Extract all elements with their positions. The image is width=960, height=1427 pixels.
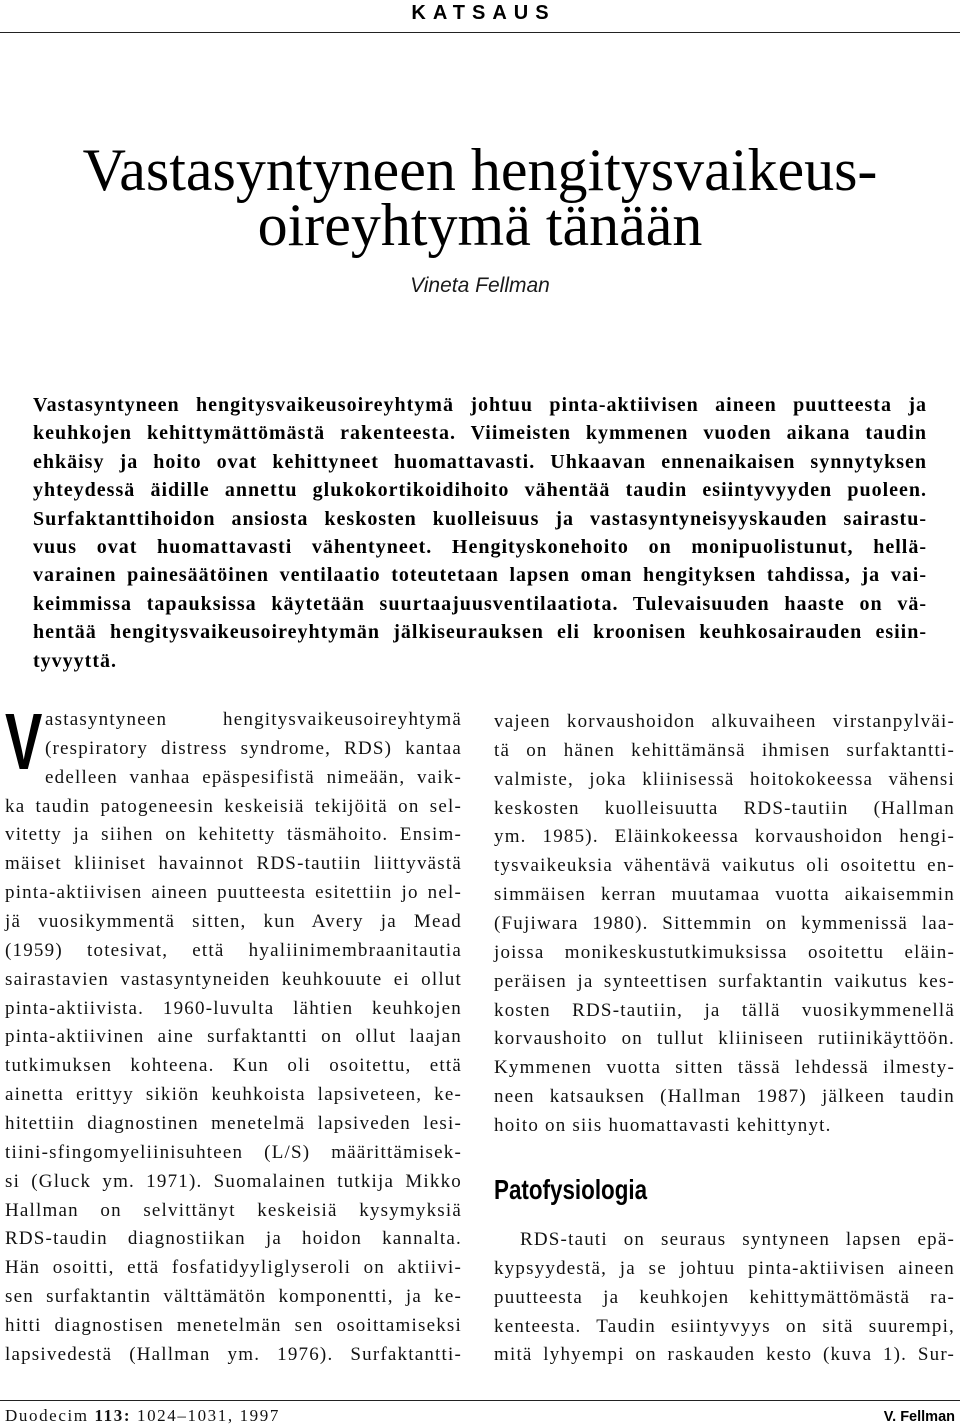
body-line: Hän osoitti, että fosfatidyyliglyseroli on aktiivi- [5, 1257, 462, 1279]
body-line: edelleen vanhaa epäspesifistä nimeään, vaik- [45, 766, 462, 788]
body-line: RDS-taudin diagnostiikan ja hoidon kannalta. [5, 1228, 462, 1250]
body-line: sairastavien vastasyntyneiden keuhkouute ei ollut [5, 968, 462, 990]
body-line: mäiset kliiniset havainnot RDS-tautiin liittyvästä [5, 853, 462, 875]
abstract-line: keuhkojen kehittymättömästä rakenteesta. Viimeisten kymmenen vuoden aikana taudin [33, 422, 927, 445]
header-rule [0, 32, 960, 33]
body-line: astasyntyneen hengitysvaikeusoireyhtymä [45, 709, 462, 730]
body-line: joissa monikeskustutkimuksissa osoitettu eläin- [494, 941, 955, 963]
abstract-line: vuus ovat huomattavasti vähentyneet. Hengityskonehoito on monipuolistunut, hellä- [33, 536, 927, 559]
abstract-line: varainen painesäätöinen ventilaatio toteutetaan lapsen oman hengityksen tahdissa, ja vai- [33, 564, 927, 587]
body-line: pinta-aktiivisen aineen puutteesta esitettiin jo nel- [5, 882, 462, 904]
body-line: jä vuosikymmentä sitten, kun Avery ja Mead [5, 911, 462, 933]
abstract-line: keimmissa tapauksissa käytetään suurtaajuusventilaatiota. Tulevaisuuden haaste on vä- [33, 592, 927, 615]
body-line: valmiste, joka kliinisessä hoitokokeessa vähensi [494, 768, 955, 790]
footer-citation [5, 1406, 280, 1426]
body-line: ym. 1985). Eläinkokeessa korvaushoidon hengi- [494, 826, 955, 848]
body-line: (1959) totesivat, että hyaliinimembraanitautia [5, 939, 462, 961]
body-line: neen katsauksen (Hallman 1987) jälkeen taudin [494, 1086, 955, 1108]
body-line: vitetty ja siihen on kehitetty täsmähoito. Ensim- [5, 824, 462, 846]
body-line: (respiratory distress syndrome, RDS) kantaa [45, 737, 462, 759]
body-line: (Fujiwara 1980). Sittemmin on kymmenissä laa- [494, 913, 955, 935]
body-line: ainetta erittyy sikiön keuhkoista lapsiveteen, ke- [5, 1084, 462, 1106]
body-line: Kymmenen vuotta sitten tässä lehdessä ilmesty- [494, 1057, 955, 1079]
abstract [33, 391, 927, 675]
body-line: kypsyydestä, ja se johtuu pinta-aktiivisen aineen [494, 1257, 955, 1279]
body-line: kosten RDS-tautiin, ja tällä vuosikymmenellä [494, 999, 955, 1021]
body-line: kenteesta. Taudin esiintyvyys on sitä suurempi, [494, 1315, 955, 1337]
footer-rule [0, 1400, 960, 1401]
article-title [0, 137, 960, 258]
body-line: si (Gluck ym. 1971). Suomalainen tutkija Mikko [5, 1170, 462, 1192]
body-column-right [494, 708, 955, 1141]
abstract-line: tyvyyttä. [33, 649, 117, 672]
body-line: hitti diagnostisen menetelmän sen osoittamiseksi [5, 1315, 462, 1337]
abstract-line: hentää hengitysvaikeusoireyhtymän jälkiseurauksen eli kroonisen keuhkosairauden esiin- [33, 621, 927, 644]
footer-author: V. Fellman [883, 1409, 955, 1425]
abstract-line: yhteydessä äidille annettu glukokortikoidihoito vähentää taudin esiintyvyyden puoleen. [33, 479, 927, 502]
journal-volume: 113: [94, 1406, 132, 1425]
abstract-line: Surfaktanttihoidon ansiosta keskosten kuolleisuus ja vastasyntyneisyyskauden sairastu- [33, 507, 927, 530]
body-line: tutkimuksen kohteena. Kun oli osoitettu, että [5, 1055, 462, 1077]
body-line: peräisen ja synteettisen surfaktantin vaikutus kes- [494, 970, 955, 992]
body-line: korvaushoito on tullut kliiniseen rutiinikäyttöön. [494, 1028, 955, 1050]
body-line: lapsivedestä (Hallman ym. 1976). Surfaktantti- [5, 1343, 462, 1365]
journal-pages: 1024–1031, 1997 [136, 1406, 280, 1425]
abstract-line: Vastasyntyneen hengitysvaikeusoireyhtymä johtuu pinta-aktiivisen aineen puutteesta ja [33, 394, 927, 416]
body-line: hitettiin diagnostinen menetelmä lapsiveden lesi- [5, 1113, 462, 1135]
title-line: oireyhtymä tänään [257, 192, 703, 258]
body-line: hoito on siis huomattavasti kehittynyt. [494, 1115, 832, 1137]
section-heading: Patofysiologia [494, 1174, 648, 1205]
drop-cap: V [5, 697, 43, 786]
body-line: tä on hänen kehittämänsä ihmisen surfaktantti- [494, 739, 955, 761]
abstract-line: ehkäisy ja hoito ovat kehittyneet huomattavasti. Uhkaavan ennenaikaisen synnytyksen [33, 450, 927, 473]
body-column-left [5, 706, 462, 1370]
title-line: Vastasyntyneen hengitysvaikeus- [82, 137, 878, 203]
body-line: ka taudin patogeneesin keskeisiä tekijöitä on sel- [5, 795, 462, 817]
body-line: tiini-sfingomyeliinisuhteen (L/S) määrittämisek- [5, 1141, 462, 1163]
body-line: Hallman on selvittänyt keskeisiä kysymyksiä [5, 1199, 462, 1221]
body-line: mitä lyhyempi on raskauden kesto (kuva 1). Sur- [494, 1344, 955, 1366]
body-line: puutteesta ja keuhkojen kehittymättömästä ra- [494, 1286, 955, 1308]
author-name: Vineta Fellman [410, 274, 550, 297]
body-line: pinta-aktiivinen aine surfaktantti on ollut laajan [5, 1026, 462, 1048]
body-line: sen surfaktantin välttämätön komponentti, ja ke- [5, 1286, 462, 1308]
body-line: keskosten kuolleisuutta RDS-tautiin (Hallman [494, 797, 955, 819]
body-line: simmäisen kerran muutamaa vuotta aikaisemmin [494, 884, 955, 906]
body-line: RDS-tauti on seuraus syntyneen lapsen epä- [520, 1229, 955, 1250]
section-label: KATSAUS [411, 2, 556, 24]
body-line: tysvaikeuksia vähentävä vaikutus oli osoitettu en- [494, 855, 955, 877]
section-body [494, 1226, 955, 1370]
body-line: pinta-aktiivista. 1960-luvulta lähtien keuhkojen [5, 997, 462, 1019]
body-line: vajeen korvaushoidon alkuvaiheen virstanpylväi- [494, 711, 955, 732]
journal-name: Duodecim [5, 1406, 89, 1425]
